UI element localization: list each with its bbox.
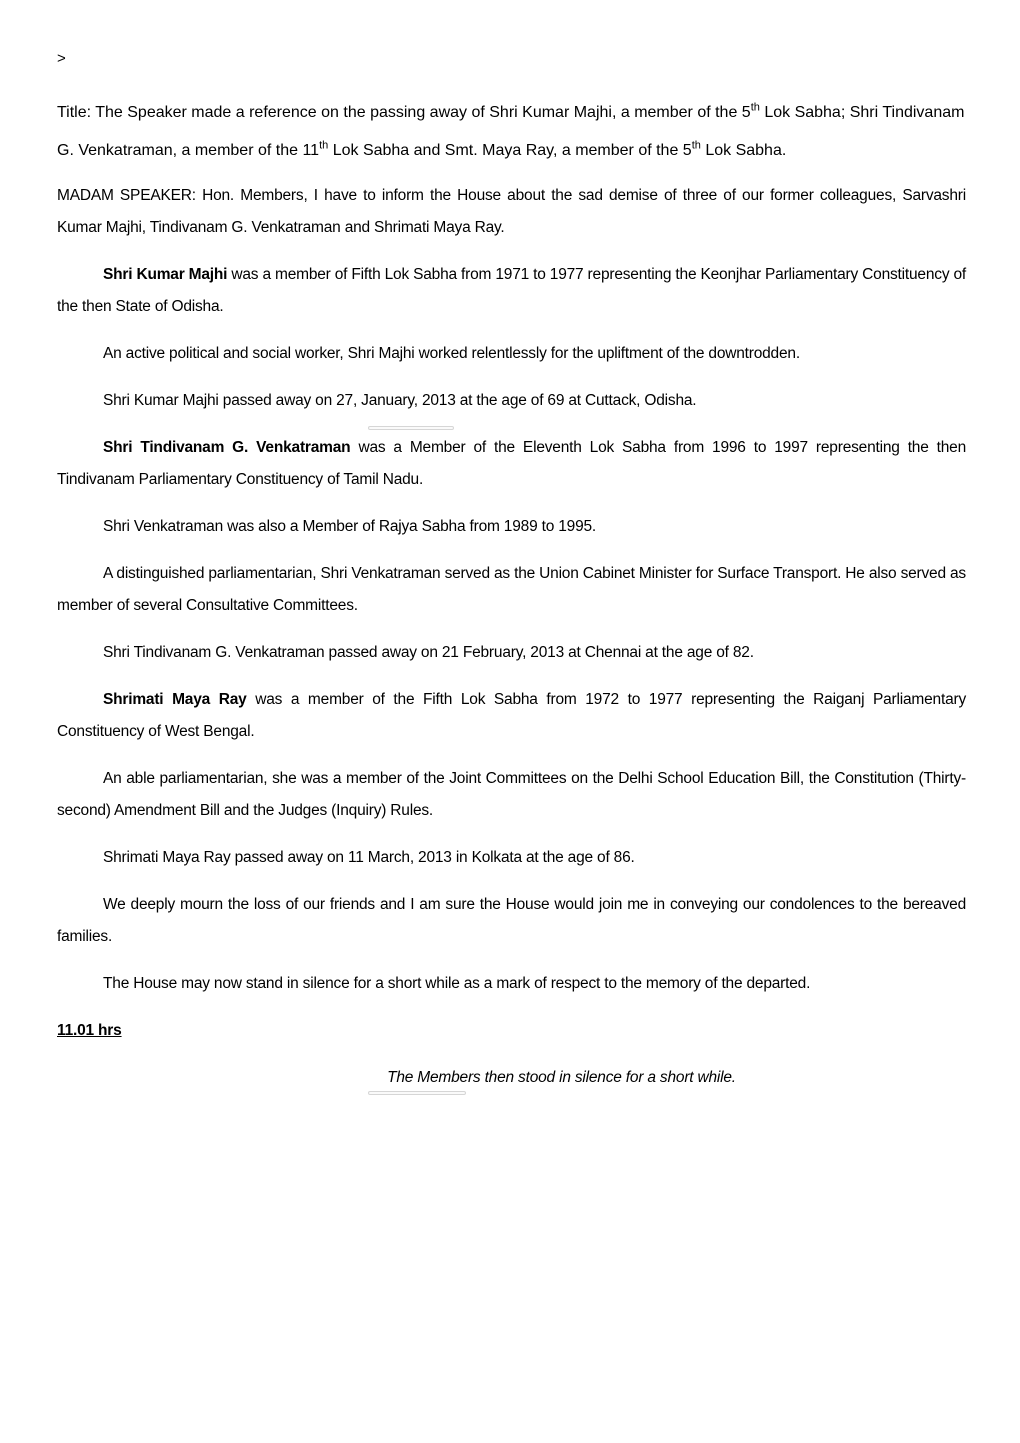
bold-text: Shri Tindivanam G. Venkatraman [103,439,351,456]
superscript-text: th [750,101,760,114]
text-run: was a Member of the Eleventh Lok Sabha from 1996 to 1997 representing the then Tindivanam Parliamentary Constituency of Tamil Nadu. [57,439,967,488]
separator-rule [368,426,454,430]
bold-text: Shrimati Maya Ray [103,691,247,708]
maya-ray-demise [57,842,966,874]
text-run: Shri Kumar Majhi passed away on 27, January, 2013 at the age of 69 at Cuttack, Odisha. [103,392,697,409]
text-run: The House may now stand in silence for a short while as a mark of respect to the memory of the departed. [103,975,811,992]
text-run: The Members then stood in silence for a short while. [387,1069,736,1086]
condolences [57,889,966,953]
text-run: Lok Sabha; Shri Tindivanam G. Venkatraman, a member of the 11 [57,104,965,159]
silence-note [57,1062,966,1094]
superscript-text: th [319,139,329,152]
text-run: An able parliamentarian, she was a member of the Joint Committees on the Delhi School Education Bill, the Constitution (Thirty-second) Amendment Bill and the Judges (Inquiry) Rules. [57,770,966,819]
bold-text: Shri Kumar Majhi [103,266,228,283]
text-run: was a member of Fifth Lok Sabha from 1971 to 1977 representing the Keonjhar Parliamentary Constituency of the then State of Odisha. [57,266,966,315]
quote-marker: > [57,50,66,67]
text-run: Shrimati Maya Ray passed away on 11 March, 2013 in Kolkata at the age of 86. [103,849,635,866]
superscript-text: th [691,139,701,152]
text-run: was a member of the Fifth Lok Sabha from 1972 to 1977 representing the Raiganj Parliamentary Constituency of West Bengal. [57,691,967,740]
text-run: 11.01 hrs [57,1022,122,1039]
venkatraman-rajya-sabha [57,511,966,543]
text-run: MADAM SPEAKER: Hon. Members, I have to inform the House about the sad demise of three of our former colleagues, Sarvashri Kumar Majhi, Tindivanam G. Venkatraman and Shrimati Maya Ray. [57,187,966,236]
text-run: Lok Sabha. [700,142,787,159]
text-run: A distinguished parliamentarian, Shri Venkatraman served as the Union Cabinet Minister for Surface Transport. He also served as member of several Consultative Committees. [57,565,966,614]
kumar-majhi-tribute [57,338,966,370]
text-run: We deeply mourn the loss of our friends and I am sure the House would join me in conveying our condolences to the bereaved families. [57,896,966,945]
separator-rule [368,1091,466,1095]
text-run: An active political and social worker, Shri Majhi worked relentlessly for the upliftment of the downtrodden. [103,345,800,362]
text-run: Shri Tindivanam G. Venkatraman passed away on 21 February, 2013 at Chennai at the age of 82. [103,644,754,661]
document-body [57,180,966,1094]
text-run: Lok Sabha and Smt. Maya Ray, a member of the 5 [328,142,692,159]
time-heading [57,1015,966,1047]
text-run: Title: The Speaker made a reference on the passing away of Shri Kumar Majhi, a member of the 5 [57,104,751,121]
venkatraman-demise [57,637,966,669]
kumar-majhi-intro [57,259,966,323]
document-title [57,94,966,170]
maya-ray-committees [57,763,966,827]
text-run: Shri Venkatraman was also a Member of Rajya Sabha from 1989 to 1995. [103,518,597,535]
speaker-announcement [57,180,966,244]
venkatraman-intro [57,432,966,496]
silence-request [57,968,966,1000]
venkatraman-career [57,558,966,622]
kumar-majhi-demise [57,385,966,417]
maya-ray-intro [57,684,966,748]
